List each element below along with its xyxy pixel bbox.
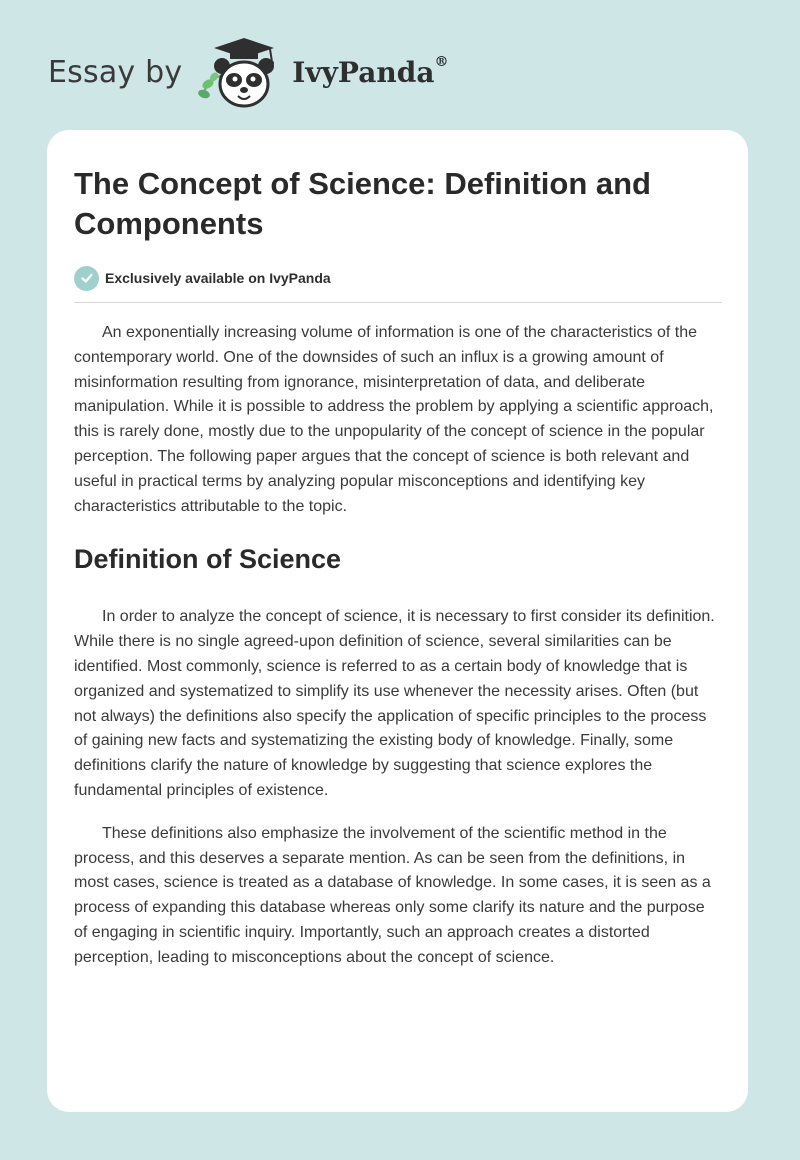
site-header — [48, 32, 448, 112]
section-paragraph-1: In order to analyze the concept of science, it is necessary to first consider its definition. While there is no single agreed-upon definition of science, several similarities can be identified. Most commonly, science is referred to as a certain body of knowledge that is organized and systematized to simplify its use whenever the necessity arises. Often (but not always) the definitions also specify the application of specific principles to the process of gaining new facts and systematizing the existing body of knowledge. Finally, some definitions clarify the nature of knowledge by suggesting that science explores the fundamental principles of existence. — [74, 608, 715, 799]
exclusive-label: Exclusively available on IvyPanda — [105, 270, 331, 286]
section-paragraph-2: These definitions also emphasize the involvement of the scientific method in the process, and this deserves a separate mention. As can be seen from the definitions, in most cases, science is treated as a database of knowledge. In some cases, it is seen as a process of expanding this database whereas only some clarify its nature and the purpose of engaging in scientific inquiry. Importantly, such an approach creates a distorted perception, leading to misconceptions about the concept of science. — [74, 824, 711, 966]
brand-text: IvyPanda — [292, 55, 435, 89]
intro-paragraph: An exponentially increasing volume of information is one of the characteristics of the contemporary world. One of the downsides of such an influx is a growing amount of misinformation resulting from ignorance, misinterpretation of data, and deliberate manipulation. While it is possible to address the problem by applying a scientific approach, this is rarely done, mostly due to the unpopularity of the concept of science in the popular perception. The following paper argues that the concept of science is both relevant and useful in practical terms by analyzing popular misconceptions and identifying key characteristics attributable to the topic. — [74, 324, 714, 515]
check-icon — [74, 266, 99, 291]
essay-title: The Concept of Science: Definition and Components — [74, 166, 651, 241]
essay-card — [47, 130, 748, 1112]
essay-by-label: Essay by — [48, 54, 183, 90]
brand-name[interactable] — [292, 53, 449, 89]
section-heading: Definition of Science — [74, 544, 342, 575]
registered-mark: ® — [434, 53, 449, 70]
divider — [74, 302, 722, 303]
exclusive-badge — [74, 264, 722, 292]
ivypanda-panda-logo-icon[interactable] — [194, 32, 286, 112]
